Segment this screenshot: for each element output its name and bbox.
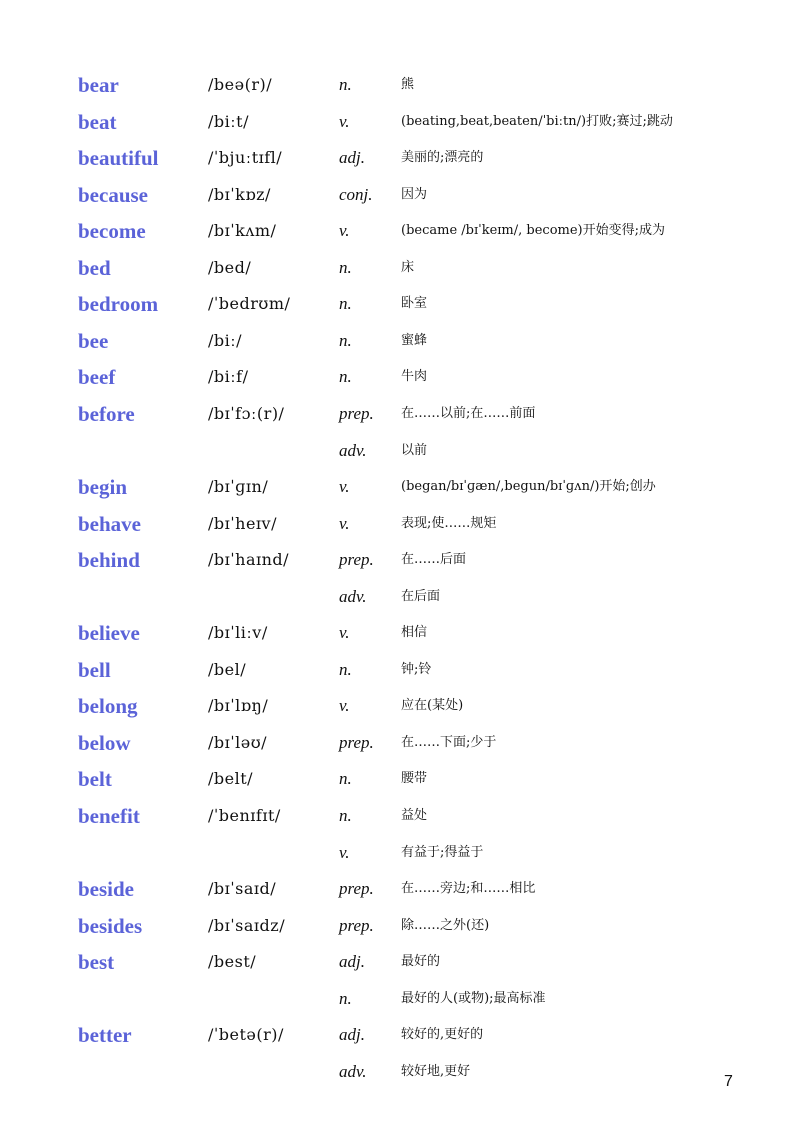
part-of-speech: v. bbox=[339, 623, 350, 642]
phonetic: /bɪˈfɔː(r)/ bbox=[208, 404, 285, 423]
definition: (became /bɪˈkeɪm/, become)开始变得;成为 bbox=[401, 223, 665, 238]
headword: bed bbox=[78, 256, 111, 280]
definition: 较好地,更好 bbox=[401, 1064, 471, 1079]
part-of-speech: n. bbox=[339, 769, 352, 788]
entry-row bbox=[0, 361, 800, 393]
entry-row bbox=[0, 508, 800, 540]
phonetic: /bɪˈləʊ/ bbox=[208, 733, 268, 752]
definition: 腰带 bbox=[401, 771, 428, 786]
phonetic: /bɪˈhaɪnd/ bbox=[208, 550, 290, 569]
part-of-speech: n. bbox=[339, 294, 352, 313]
headword: behave bbox=[78, 512, 141, 536]
headword: better bbox=[78, 1023, 132, 1047]
definition: 以前 bbox=[401, 443, 428, 458]
part-of-speech: n. bbox=[339, 367, 352, 386]
part-of-speech: prep. bbox=[339, 550, 374, 569]
definition: 在……以前;在……前面 bbox=[401, 406, 536, 421]
headword: belt bbox=[78, 767, 112, 791]
entry-sense-row bbox=[0, 1056, 800, 1088]
headword: bee bbox=[78, 329, 109, 353]
page-number: 7 bbox=[724, 1073, 733, 1090]
entry-row bbox=[0, 252, 800, 284]
headword: begin bbox=[78, 475, 128, 499]
definition: 表现;使……规矩 bbox=[401, 516, 497, 531]
entry-row bbox=[0, 325, 800, 357]
entry-row bbox=[0, 398, 800, 430]
entry-row bbox=[0, 1019, 800, 1051]
part-of-speech: n. bbox=[339, 660, 352, 679]
part-of-speech: prep. bbox=[339, 916, 374, 935]
entry-row bbox=[0, 654, 800, 686]
part-of-speech: v. bbox=[339, 514, 350, 533]
headword: before bbox=[78, 402, 135, 426]
part-of-speech: v. bbox=[339, 843, 350, 862]
entry-row bbox=[0, 763, 800, 795]
headword: besides bbox=[78, 914, 143, 938]
part-of-speech: n. bbox=[339, 806, 352, 825]
part-of-speech: conj. bbox=[339, 185, 373, 204]
phonetic: /bɪˈliːv/ bbox=[208, 623, 268, 642]
headword: beautiful bbox=[78, 146, 159, 170]
entry-row bbox=[0, 946, 800, 978]
headword: beef bbox=[78, 365, 116, 389]
headword: benefit bbox=[78, 804, 140, 828]
definition: 因为 bbox=[401, 187, 428, 202]
entry-row bbox=[0, 727, 800, 759]
part-of-speech: adv. bbox=[339, 441, 367, 460]
entry-row bbox=[0, 690, 800, 722]
phonetic: /ˈbedrʊm/ bbox=[208, 294, 291, 313]
definition: (beating,beat,beaten/ˈbiːtn/)打败;赛过;跳动 bbox=[401, 114, 673, 129]
entry-row bbox=[0, 288, 800, 320]
phonetic: /ˈbetə(r)/ bbox=[208, 1025, 284, 1044]
headword: become bbox=[78, 219, 146, 243]
phonetic: /bɪˈkɒz/ bbox=[208, 185, 271, 204]
headword: beside bbox=[78, 877, 135, 901]
headword: bell bbox=[78, 658, 111, 682]
part-of-speech: adj. bbox=[339, 952, 365, 971]
definition: 益处 bbox=[401, 808, 428, 823]
entry-row bbox=[0, 617, 800, 649]
definition: (began/bɪˈɡæn/,begun/bɪˈɡʌn/)开始;创办 bbox=[401, 479, 656, 494]
phonetic: /ˈbjuːtɪfl/ bbox=[208, 148, 283, 167]
part-of-speech: adv. bbox=[339, 1062, 367, 1081]
phonetic: /ˈbenɪfɪt/ bbox=[208, 806, 281, 825]
phonetic: /biː/ bbox=[208, 331, 243, 350]
definition: 最好的人(或物);最高标准 bbox=[401, 991, 546, 1006]
definition: 在……旁边;和……相比 bbox=[401, 881, 536, 896]
definition: 牛肉 bbox=[401, 369, 428, 384]
part-of-speech: prep. bbox=[339, 404, 374, 423]
phonetic: /bɪˈɡɪn/ bbox=[208, 477, 269, 496]
headword: because bbox=[78, 183, 148, 207]
entry-row bbox=[0, 800, 800, 832]
headword: below bbox=[78, 731, 131, 755]
headword: belong bbox=[78, 694, 138, 718]
part-of-speech: n. bbox=[339, 989, 352, 1008]
definition: 钟;铃 bbox=[401, 662, 432, 677]
phonetic: /bɪˈkʌm/ bbox=[208, 221, 277, 240]
part-of-speech: adj. bbox=[339, 1025, 365, 1044]
definition: 较好的,更好的 bbox=[401, 1027, 484, 1042]
entry-row bbox=[0, 215, 800, 247]
phonetic: /biːt/ bbox=[208, 112, 249, 131]
phonetic: /bed/ bbox=[208, 258, 252, 277]
phonetic: /bel/ bbox=[208, 660, 247, 679]
definition: 床 bbox=[401, 260, 415, 275]
definition: 除……之外(还) bbox=[401, 918, 490, 933]
headword: believe bbox=[78, 621, 140, 645]
part-of-speech: prep. bbox=[339, 733, 374, 752]
definition: 蜜蜂 bbox=[401, 333, 428, 348]
entry-row bbox=[0, 142, 800, 174]
definition: 卧室 bbox=[401, 296, 428, 311]
phonetic: /best/ bbox=[208, 952, 257, 971]
definition: 最好的 bbox=[401, 954, 441, 969]
phonetic: /bɪˈsaɪdz/ bbox=[208, 916, 286, 935]
definition: 在后面 bbox=[401, 589, 441, 604]
headword: best bbox=[78, 950, 115, 974]
entry-row bbox=[0, 873, 800, 905]
phonetic: /belt/ bbox=[208, 769, 254, 788]
part-of-speech: adj. bbox=[339, 148, 365, 167]
phonetic: /beə(r)/ bbox=[208, 75, 273, 94]
phonetic: /bɪˈlɒŋ/ bbox=[208, 696, 269, 715]
part-of-speech: v. bbox=[339, 221, 350, 240]
entry-sense-row bbox=[0, 435, 800, 467]
part-of-speech: n. bbox=[339, 258, 352, 277]
definition: 在……下面;少于 bbox=[401, 735, 497, 750]
phonetic: /bɪˈsaɪd/ bbox=[208, 879, 277, 898]
part-of-speech: v. bbox=[339, 696, 350, 715]
entry-row bbox=[0, 910, 800, 942]
phonetic: /biːf/ bbox=[208, 367, 249, 386]
definition: 相信 bbox=[401, 625, 428, 640]
definition: 有益于;得益于 bbox=[401, 845, 484, 860]
entry-row bbox=[0, 106, 800, 138]
part-of-speech: n. bbox=[339, 75, 352, 94]
part-of-speech: v. bbox=[339, 477, 350, 496]
headword: behind bbox=[78, 548, 140, 572]
headword: bedroom bbox=[78, 292, 159, 316]
headword: bear bbox=[78, 73, 119, 97]
part-of-speech: adv. bbox=[339, 587, 367, 606]
entry-row bbox=[0, 544, 800, 576]
definition: 美丽的;漂亮的 bbox=[401, 150, 484, 165]
entry-sense-row bbox=[0, 837, 800, 869]
part-of-speech: v. bbox=[339, 112, 350, 131]
part-of-speech: n. bbox=[339, 331, 352, 350]
entry-row bbox=[0, 471, 800, 503]
part-of-speech: prep. bbox=[339, 879, 374, 898]
headword: beat bbox=[78, 110, 117, 134]
entry-row bbox=[0, 179, 800, 211]
definition: 应在(某处) bbox=[401, 698, 464, 713]
entry-sense-row bbox=[0, 581, 800, 613]
entry-sense-row bbox=[0, 983, 800, 1015]
entry-row bbox=[0, 69, 800, 101]
phonetic: /bɪˈheɪv/ bbox=[208, 514, 277, 533]
definition: 熊 bbox=[401, 77, 415, 92]
definition: 在……后面 bbox=[401, 552, 467, 567]
